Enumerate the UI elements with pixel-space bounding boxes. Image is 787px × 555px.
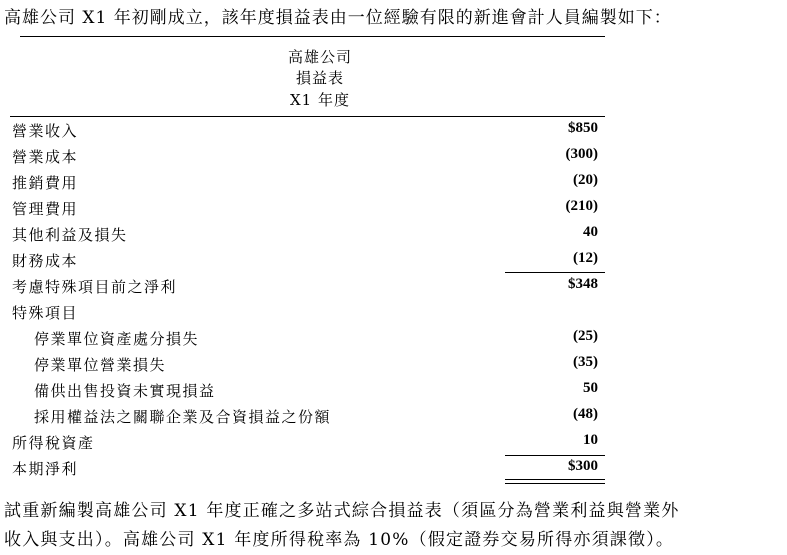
row-value: (20)	[573, 172, 598, 188]
top-rule	[20, 36, 605, 37]
row-label: 停業單位資產處分損失	[34, 330, 200, 348]
question-line-1: 試重新編製高雄公司 X1 年度正確之多站式綜合損益表（須區分為營業利益與營業外	[4, 501, 680, 521]
row-label: 其他利益及損失	[12, 226, 128, 244]
row-value: (12)	[573, 250, 598, 266]
row-value: (35)	[573, 354, 598, 370]
row-label: 推銷費用	[12, 174, 79, 192]
question-text	[4, 497, 784, 555]
row-value: (48)	[573, 406, 598, 422]
table-row	[12, 250, 604, 274]
subtotal-rule	[505, 455, 605, 456]
row-label: 考慮特殊項目前之淨利	[12, 278, 178, 296]
row-value: $348	[568, 276, 598, 292]
row-label: 本期淨利	[12, 460, 79, 478]
row-label: 特殊項目	[12, 304, 79, 322]
table-row	[12, 302, 604, 326]
intro-text: 高雄公司 X1 年初剛成立，該年度損益表由一位經驗有限的新進會計人員編製如下：	[4, 8, 672, 28]
table-row	[12, 224, 604, 248]
statement-title: 損益表	[295, 69, 344, 87]
row-value: 50	[583, 380, 598, 396]
row-label: 所得稅資產	[12, 434, 95, 452]
row-value: (25)	[573, 328, 598, 344]
table-row	[12, 276, 604, 300]
table-row	[12, 120, 604, 144]
table-row	[12, 146, 604, 170]
row-value: (300)	[565, 146, 598, 162]
row-value: (210)	[565, 198, 598, 214]
statement-period: X1 年度	[290, 91, 350, 109]
header-rule	[10, 116, 605, 117]
question-line-2: 收入與支出）。高雄公司 X1 年度所得稅率為 10%（假定證券交易所得亦須課徵）。	[4, 530, 675, 550]
table-row	[12, 432, 604, 456]
row-label: 停業單位營業損失	[34, 356, 167, 374]
row-value: $850	[568, 120, 598, 136]
table-row	[12, 406, 604, 430]
table-row	[12, 198, 604, 222]
row-label: 備供出售投資未實現損益	[34, 382, 216, 400]
total-double-rule	[505, 479, 605, 484]
row-label: 財務成本	[12, 252, 79, 270]
row-value: 40	[583, 224, 598, 240]
row-value: $300	[568, 458, 598, 474]
table-row	[12, 380, 604, 404]
table-row	[12, 328, 604, 352]
table-row	[12, 172, 604, 196]
row-label: 管理費用	[12, 200, 79, 218]
row-value: 10	[583, 432, 598, 448]
company-name: 高雄公司	[287, 48, 352, 66]
subtotal-rule	[505, 272, 605, 273]
row-label: 營業收入	[12, 122, 79, 140]
table-row	[12, 354, 604, 378]
row-label: 營業成本	[12, 148, 79, 166]
row-label: 採用權益法之關聯企業及合資損益之份額	[34, 408, 332, 426]
